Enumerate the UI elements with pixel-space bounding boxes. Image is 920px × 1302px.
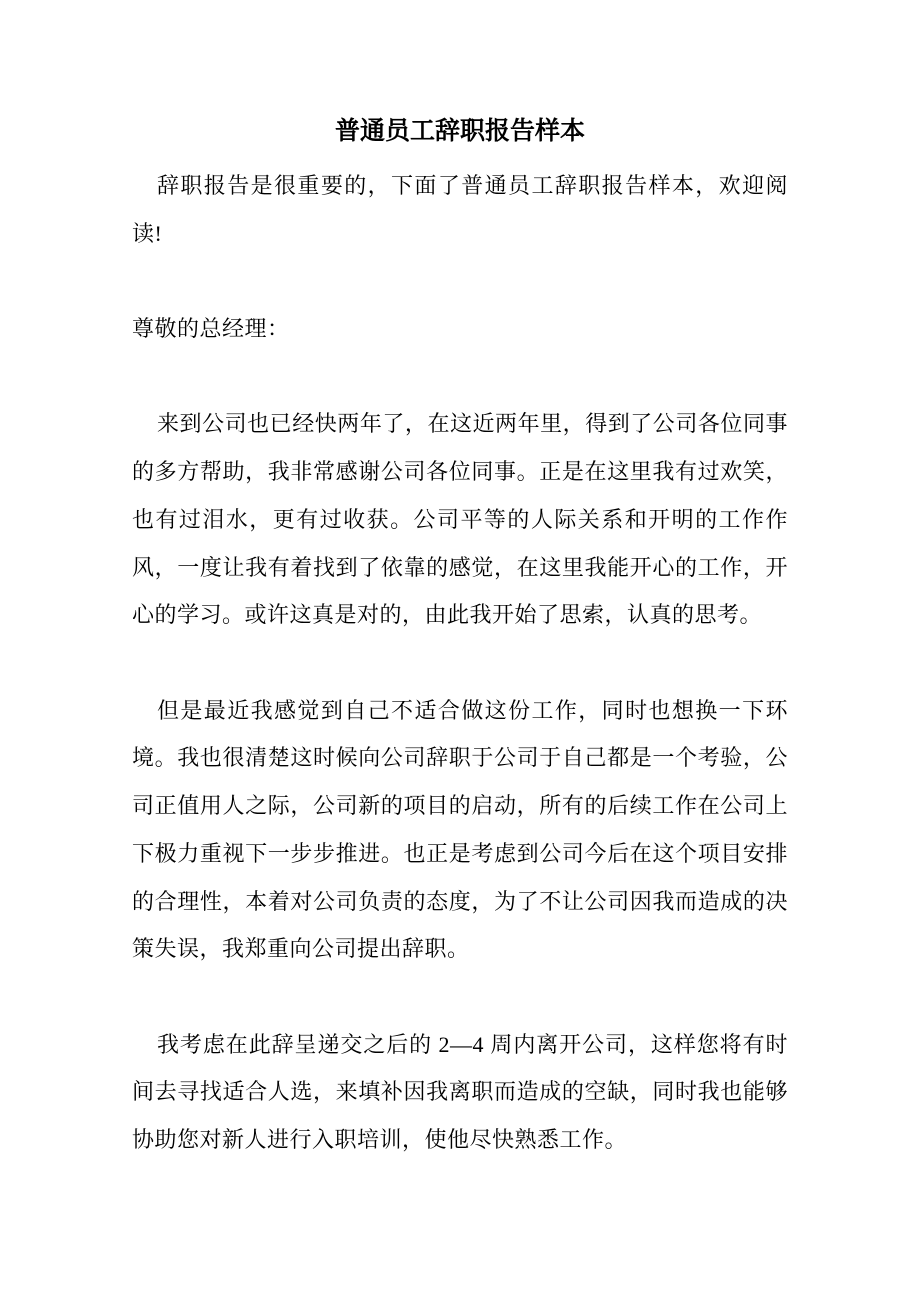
body-paragraph-2: 但是最近我感觉到自己不适合做这份工作，同时也想换一下环境。我也很清楚这时候向公司辞职于公司于自己都是一个考验，公司正值用人之际，公司新的项目的启动，所有的后续工作在公司上下极力重视下一步步推进。也正是考虑到公司今后在这个项目安排的合理性，本着对公司负责的态度，为了不让公司因我而造成的决策失误，我郑重向公司提出辞职。 — [132, 697, 788, 962]
intro-paragraph: 辞职报告是很重要的，下面了普通员工辞职报告样本，欢迎阅读! — [132, 173, 788, 246]
document-title: 普通员工辞职报告样本 — [334, 118, 585, 145]
body-paragraph-1: 来到公司也已经快两年了，在这近两年里，得到了公司各位同事的多方帮助，我非常感谢公司各位同事。正是在这里我有过欢笑，也有过泪水，更有过收获。公司平等的人际关系和开明的工作作风，一度让我有着找到了依靠的感觉，在这里我能开心的工作，开心的学习。或许这真是对的，由此我开始了思索，认真的思考。 — [132, 411, 788, 628]
salutation-line: 尊敬的总经理： — [132, 316, 290, 342]
body-paragraph-3: 我考虑在此辞呈递交之后的 2—4 周内离开公司，这样您将有时间去寻找适合人选，来填补因我离职而造成的空缺，同时我也能够协助您对新人进行入职培训，使他尽快熟悉工作。 — [132, 1031, 788, 1152]
